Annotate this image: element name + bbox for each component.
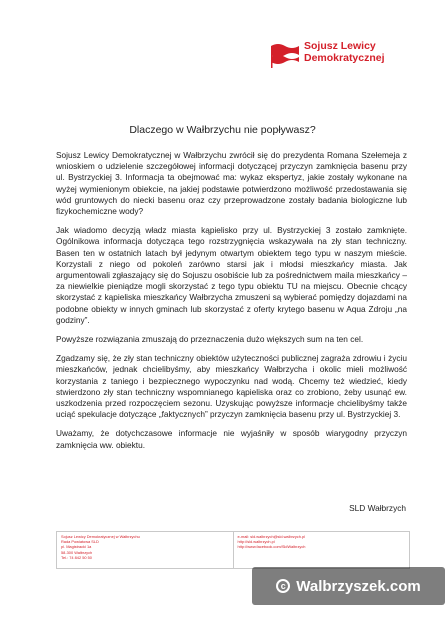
document-title: Dlaczego w Wałbrzychu nie popływasz?	[129, 124, 316, 136]
footer-email[interactable]: e-mail: sld.walbrzych@sld.walbrzych.pl	[237, 534, 306, 539]
flag-logo-icon	[270, 42, 300, 68]
paragraph: Uważamy, że dotychczasowe informacje nie wyjaśniły w sposób wiarygodny przyczyn zamknięcia ww. obiektu.	[56, 428, 407, 450]
footer-line: Tel.: 74 842 50 50	[61, 554, 92, 560]
site-watermark	[252, 567, 445, 605]
footer-address	[57, 532, 233, 568]
logo-line-1: Sojusz Lewicy	[304, 40, 376, 52]
footer-website[interactable]: http://sld.walbrzych.pl	[237, 539, 275, 545]
document-body	[56, 150, 407, 459]
watermark-text: Walbrzyszek.com	[296, 577, 421, 595]
logo-line-2: Demokratycznej	[304, 52, 385, 64]
footer-line: Sojusz Lewicy Demokratycznej w Wałbrzychu	[61, 534, 140, 539]
footer-line: pl. Magistracki 1a	[61, 544, 92, 550]
sld-logo	[270, 40, 410, 70]
paragraph: Jak wiadomo decyzją władz miasta kąpielisko przy ul. Bystrzyckiej 3 zostało zamknięte. Ogólnikowa informacja dotycząca tego rozstrzygnięcia wskazywała na zły stan techniczny. Basen ten w ostatnich latach był jedynym otwartym obiektem tego typu w naszym mieście. Korzystali z niego od pokoleń zarówno starsi jak i młodsi mieszkańcy miasta. Jak argumentowali zgłaszający się do Sojuszu osobiście lub za pośrednictwem maila mieszkańcy – za niewielkie pieniądze mogli skorzystać z tego typu obiektu TU na miejscu. Obecnie chcący skorzystać z kąpieliska mieszkańcy Wałbrzycha zmuszeni są wybierać pomiędzy dojazdami na podobne obiekty w innych gminach lub skorzystać z oferty krytego basenu w Aqua Zdroju „na godziny”.	[56, 225, 407, 325]
copyright-icon: c	[276, 579, 290, 593]
paragraph: Sojusz Lewicy Demokratycznej w Wałbrzychu zwrócił się do prezydenta Romana Szełemeja z wnioskiem o udzielenie szczegółowej informacji dotyczącej przyczyn zamknięcia basenu przy ul. Bystrzyckiej 3. Informacja ta obejmować ma: wykaz ekspertyz, jakie zostały wykonane na wyżej wymienionym obiekcie, na jakiej podstawie potwierdzono możliwość przedostawania się wód gruntowych do niecki basenu oraz czy przeprowadzone zostały badania biologiczne lub fizykochemiczne wody?	[56, 150, 407, 217]
footer-contact	[233, 532, 410, 568]
footer-facebook[interactable]: http://www.facebook.com/SldWalbrzych	[237, 544, 306, 550]
letterhead-footer	[56, 531, 410, 569]
logo-wordmark	[304, 40, 414, 64]
paragraph: Powyższe rozwiązania zmuszają do przeznaczenia dużo większych sum na ten cel.	[56, 334, 364, 345]
signature: SLD Wałbrzych	[349, 503, 406, 513]
footer-line: 58-300 Wałbrzych	[61, 549, 93, 555]
paragraph: Zgadzamy się, że zły stan techniczny obiektów użyteczności publicznej zagraża zdrowiu i życiu mieszkańców, jednak chcielibyśmy, aby mieszkańcy Wałbrzycha i okolic mieli możliwość korzystania z taniego i bezpiecznego wypoczynku nad wodą. Chcemy też wiedzieć, kiedy stwierdzono zły stan techniczny wspomnianego kąpieliska oraz co zrobiono, żeby usunąć ew. uszkodzenia przed rozpoczęciem sezonu. Uzyskując powyższe informacje chcielibyśmy także uciąć spekulacje dotyczące „faktycznych” przyczyn zamknięcia basenu przy ul. Bystrzyckiej 3.	[56, 353, 407, 420]
footer-line: Rada Powiatowa SLD	[61, 539, 99, 545]
